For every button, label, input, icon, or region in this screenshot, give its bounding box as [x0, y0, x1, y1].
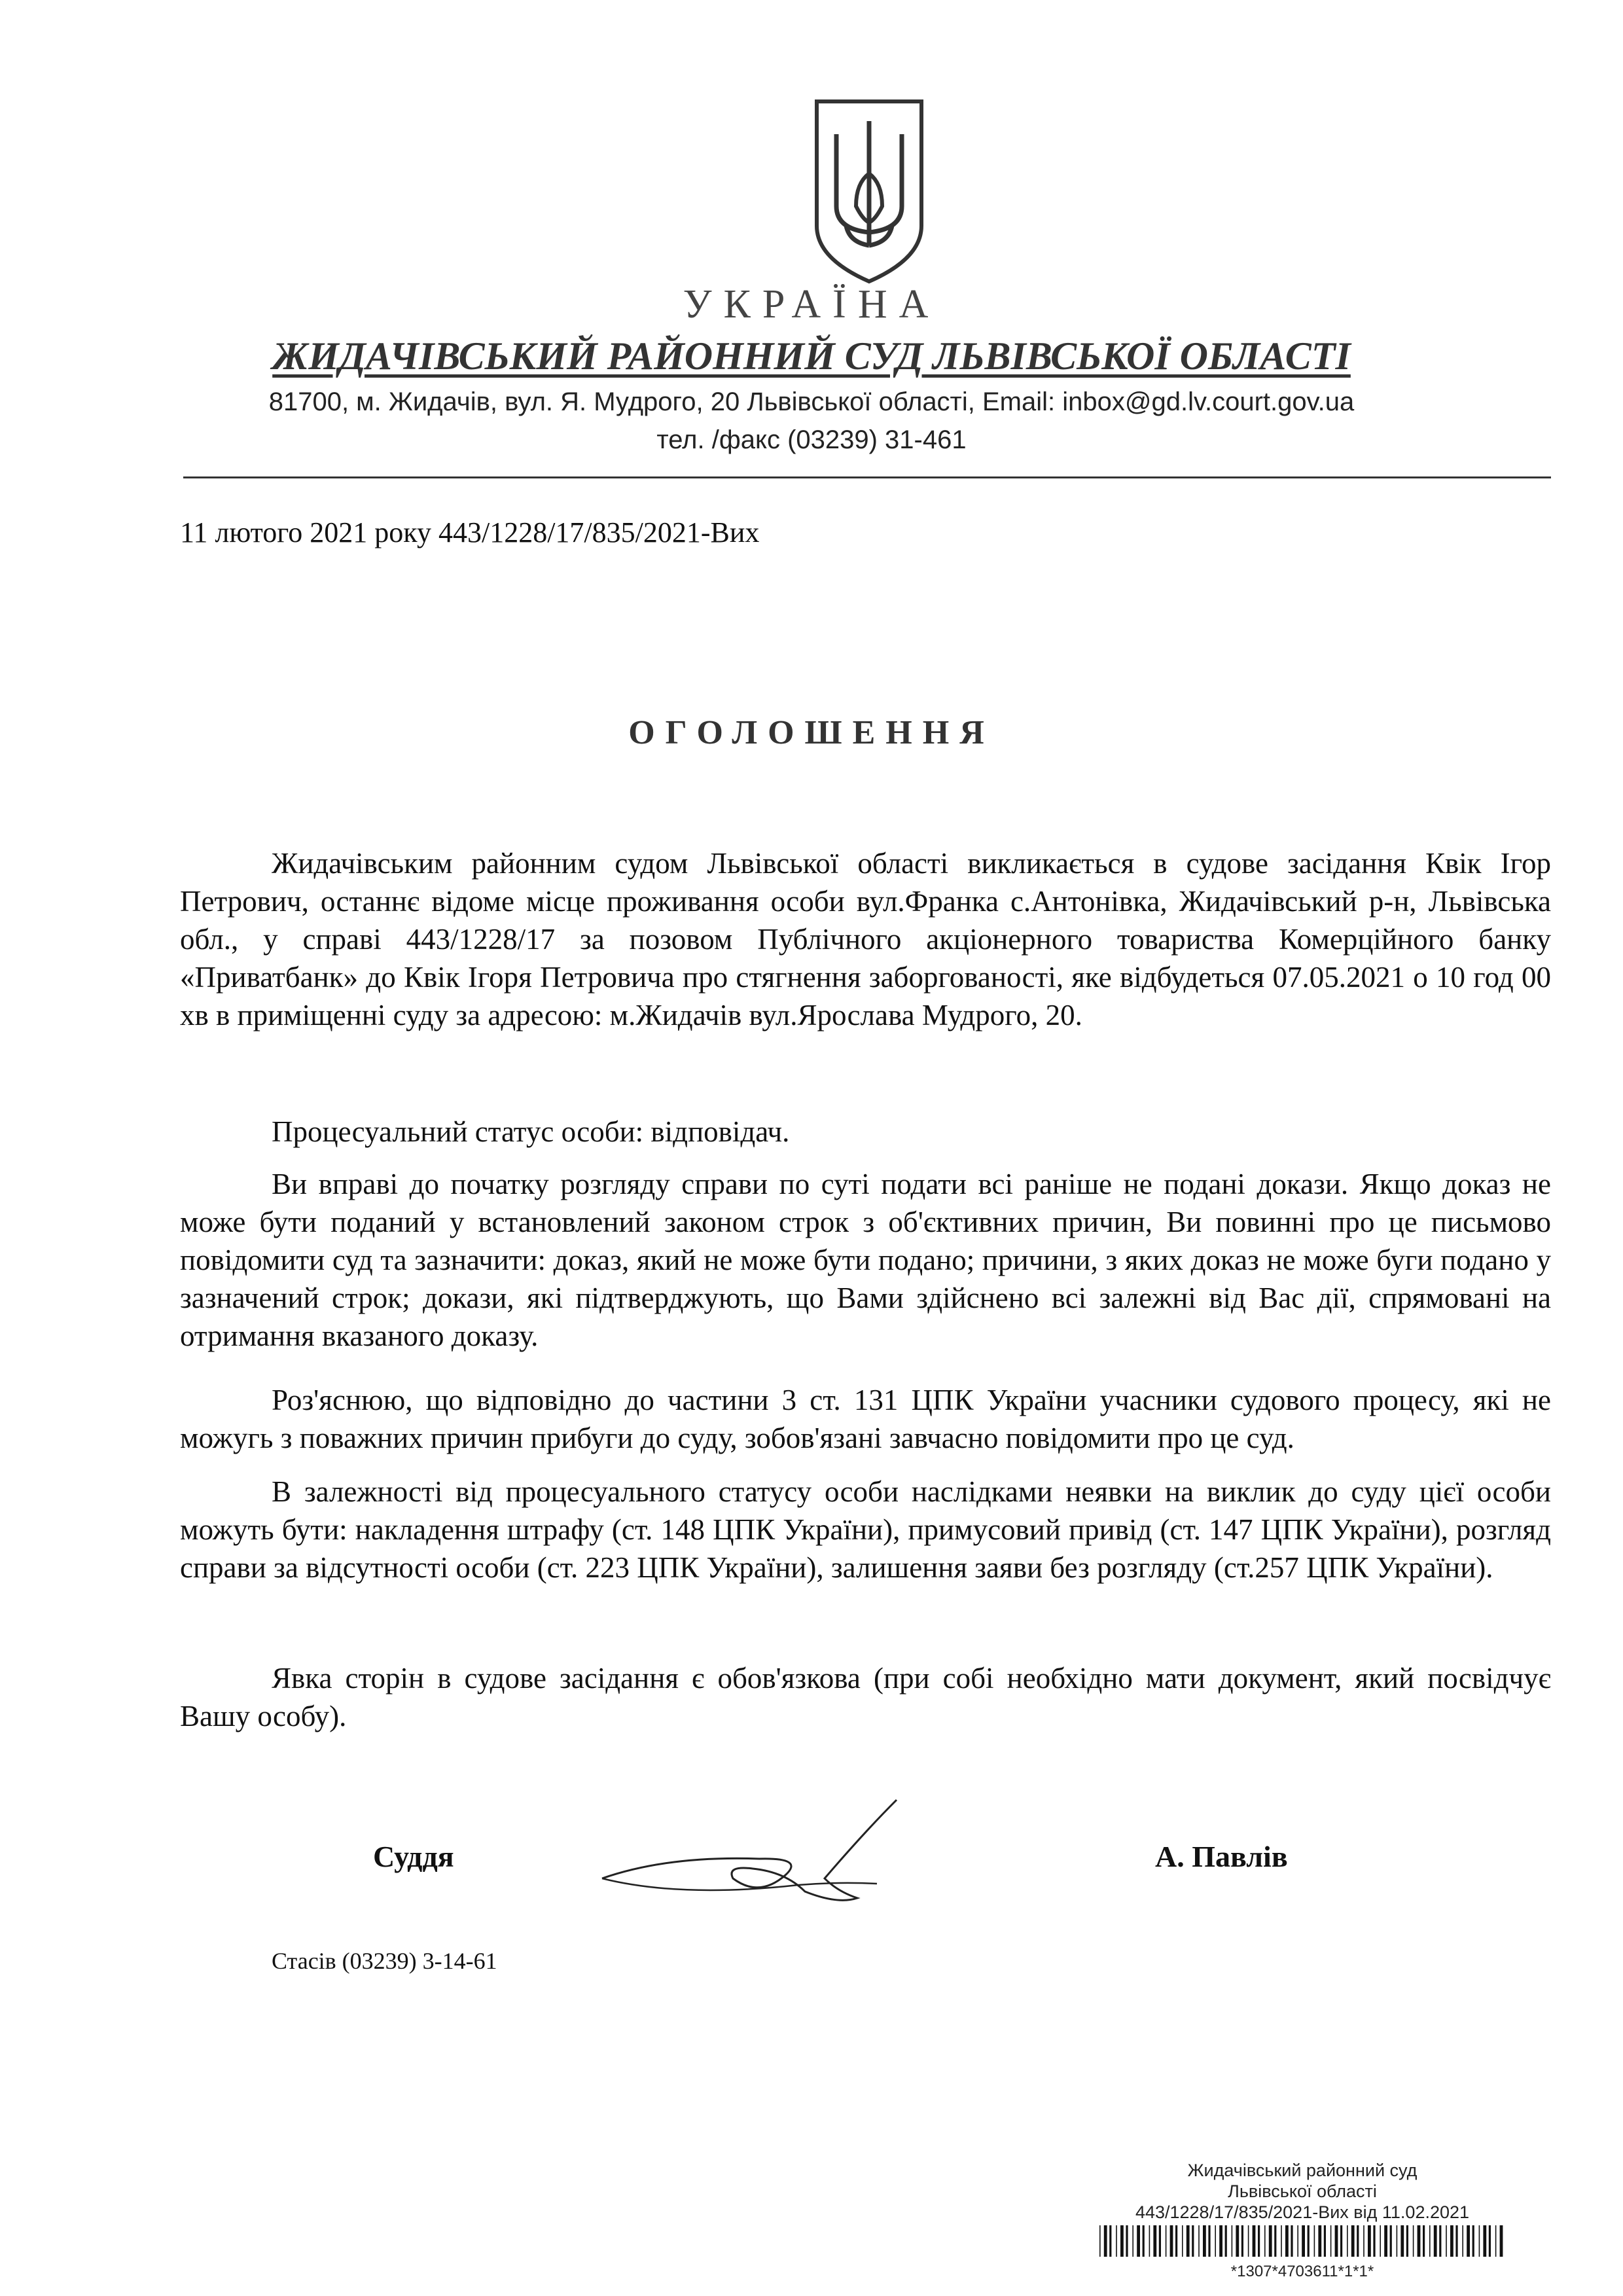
barcode-bar — [1143, 2225, 1145, 2257]
barcode-bar — [1324, 2225, 1326, 2257]
barcode-bar — [1120, 2225, 1124, 2257]
barcode-bar — [1357, 2225, 1359, 2257]
barcode-bar — [1232, 2225, 1233, 2257]
court-address — [0, 383, 1623, 459]
paragraph-status: Процесуальний статус особи: відповідач. — [272, 1115, 790, 1148]
barcode-bar — [1462, 2225, 1463, 2257]
phone-fax-line: тел. /факс (03239) 31-461 — [656, 425, 967, 454]
barcode-bar — [1236, 2225, 1239, 2257]
barcode-bar — [1330, 2225, 1332, 2257]
stamp-region-line: Львівської області — [1228, 2181, 1377, 2201]
barcode-bar — [1406, 2225, 1408, 2257]
barcode-bar — [1291, 2225, 1293, 2257]
barcode-bar — [1104, 2225, 1107, 2257]
barcode-bar — [1397, 2225, 1398, 2257]
barcode-bar — [1099, 2225, 1101, 2257]
date-reference: 11 лютого 2021 року 443/1228/17/835/2021-Вих — [180, 516, 760, 548]
paragraph-summons: Жидачівським районним судом Львівської області викликається в судове засідання Квік Ігор Петрович, останнє відоме місце проживання особи вул.Франка с.Антонівка, Жидачівський р-н, Львівська обл., у справі 443/1228/17 за позовом Публічного акціонерного товариства Комерційного банку «Приватбанк» до Квік Ігоря Петровича про стягнення заборгованості, яке відбудеться 07.05.2021 о 10 год 00 хв в приміщенні суду за адресою: м.Жидачів вул.Ярослава Мудрого, 20. — [180, 847, 1551, 1031]
barcode-bar — [1166, 2225, 1167, 2257]
stamp-ref-line: 443/1228/17/835/2021-Вих від 11.02.2021 — [1135, 2202, 1470, 2222]
barcode-bar — [1175, 2225, 1177, 2257]
barcode-bar — [1351, 2225, 1355, 2257]
barcode-bar — [1258, 2225, 1260, 2257]
barcode-bar — [1203, 2225, 1206, 2257]
barcode-bar — [1248, 2225, 1249, 2257]
barcode-bar — [1182, 2225, 1183, 2257]
barcode-bar — [1495, 2225, 1497, 2257]
document-title: ОГОЛОШЕННЯ — [628, 714, 995, 751]
barcode-bar — [1450, 2225, 1454, 2257]
barcode-bar — [1400, 2225, 1404, 2257]
barcode-bar — [1340, 2225, 1342, 2257]
barcode-text: *1307*4703611*1*1* — [1230, 2263, 1374, 2280]
barcode-bar — [1297, 2225, 1298, 2257]
barcode-bar — [1384, 2225, 1387, 2257]
barcode-bar — [1373, 2225, 1375, 2257]
coat-of-arms-icon — [810, 95, 928, 285]
barcode-bar — [1241, 2225, 1243, 2257]
barcode-bar — [1390, 2225, 1392, 2257]
barcode-bar — [1219, 2225, 1222, 2257]
judge-name: А. Павлів — [1155, 1840, 1288, 1873]
barcode-bar — [1472, 2225, 1474, 2257]
court-name: ЖИДАЧІВСЬКИЙ РАЙОННИЙ СУД ЛЬВІВСЬКОЇ ОБЛАСТІ — [272, 334, 1351, 378]
barcode-bar — [1479, 2225, 1480, 2257]
barcode-bar — [1208, 2225, 1210, 2257]
barcode-bar — [1467, 2225, 1470, 2257]
barcode-bar — [1423, 2225, 1425, 2257]
barcode-bar — [1380, 2225, 1381, 2257]
barcode-bar — [1368, 2225, 1371, 2257]
barcode-bar — [1116, 2225, 1117, 2257]
barcode-bar — [1429, 2225, 1431, 2257]
barcode-bar — [1225, 2225, 1227, 2257]
barcode-bar — [1281, 2225, 1282, 2257]
barcode-bar — [1434, 2225, 1437, 2257]
barcode-bar — [1439, 2225, 1441, 2257]
barcode-bar — [1253, 2225, 1256, 2257]
handwritten-signature — [589, 1793, 955, 1918]
barcode-bar — [1192, 2225, 1194, 2257]
country-heading: УКРАЇНА — [683, 282, 940, 327]
contact-info: Стасів (03239) 3-14-61 — [272, 1948, 497, 1974]
address-line: 81700, м. Жидачів, вул. Я. Мудрого, 20 Львівської області, Email: inbox@gd.lv.court.gov.ua — [268, 387, 1355, 416]
barcode-bar — [1126, 2225, 1128, 2257]
barcode-bar — [1149, 2225, 1150, 2257]
barcode-bar — [1132, 2225, 1133, 2257]
barcode-bar — [1159, 2225, 1161, 2257]
barcode — [1099, 2225, 1505, 2257]
barcode-bar — [1285, 2225, 1289, 2257]
paragraph-consequences: В залежності від процесуального статусу особи наслідками неявки на виклик до суду цієї особи можуть бути: накладення штрафу (ст. 148 ЦПК України), примусовий привід (ст. 147 ЦПК України), розгляд справи за відсутності особи (ст. 223 ЦПК України), залишення заяви без розгляду (ст.257 ЦПК України). — [180, 1475, 1551, 1584]
barcode-bar — [1269, 2225, 1272, 2257]
barcode-bar — [1455, 2225, 1457, 2257]
barcode-bar — [1318, 2225, 1321, 2257]
barcode-bar — [1186, 2225, 1190, 2257]
barcode-bar — [1500, 2225, 1503, 2257]
paragraph-evidence: Ви вправі до початку розгляду справи по суті подати всі раніше не подані докази. Якщо доказ не може бути поданий у встановлений законом строк з об'єктивних причин, Ви повинні про це письмово повідомити суд та зазначити: доказ, який не може бути подано; причини, з яких доказ не може буги подано у зазначений строк; докази, які підтверджують, що Вами здійснено всі залежні від Вас дії, спрямовані на отримання вказаного доказу. — [180, 1168, 1551, 1352]
paragraph-notice: Роз'яснюю, що відповідно до частини 3 ст. 131 ЦПК України учасники судового процесу, які не можугь з поважних причин прибуги до суду, зобов'язані завчасно повідомити про це суд. — [180, 1384, 1551, 1454]
barcode-bar — [1314, 2225, 1315, 2257]
barcode-bar — [1198, 2225, 1200, 2257]
barcode-bar — [1137, 2225, 1140, 2257]
barcode-bar — [1109, 2225, 1111, 2257]
header-divider — [183, 476, 1551, 478]
registration-stamp — [1099, 2160, 1505, 2282]
paragraph-attendance: Явка сторін в судове засідання є обов'язкова (при собі необхідно мати документ, який посвідчує Вашу особу). — [180, 1662, 1551, 1732]
barcode-bar — [1302, 2225, 1305, 2257]
barcode-bar — [1418, 2225, 1421, 2257]
barcode-bar — [1264, 2225, 1266, 2257]
barcode-bar — [1308, 2225, 1310, 2257]
barcode-bar — [1215, 2225, 1216, 2257]
barcode-bar — [1347, 2225, 1348, 2257]
barcode-bar — [1489, 2225, 1491, 2257]
barcode-bar — [1170, 2225, 1173, 2257]
barcode-bar — [1335, 2225, 1338, 2257]
barcode-bar — [1363, 2225, 1364, 2257]
barcode-bar — [1483, 2225, 1486, 2257]
barcode-bar — [1413, 2225, 1414, 2257]
judge-label: Суддя — [373, 1840, 454, 1873]
stamp-court-line: Жидачівський районний суд — [1187, 2161, 1418, 2180]
barcode-bar — [1274, 2225, 1276, 2257]
barcode-bar — [1446, 2225, 1447, 2257]
barcode-bar — [1153, 2225, 1156, 2257]
